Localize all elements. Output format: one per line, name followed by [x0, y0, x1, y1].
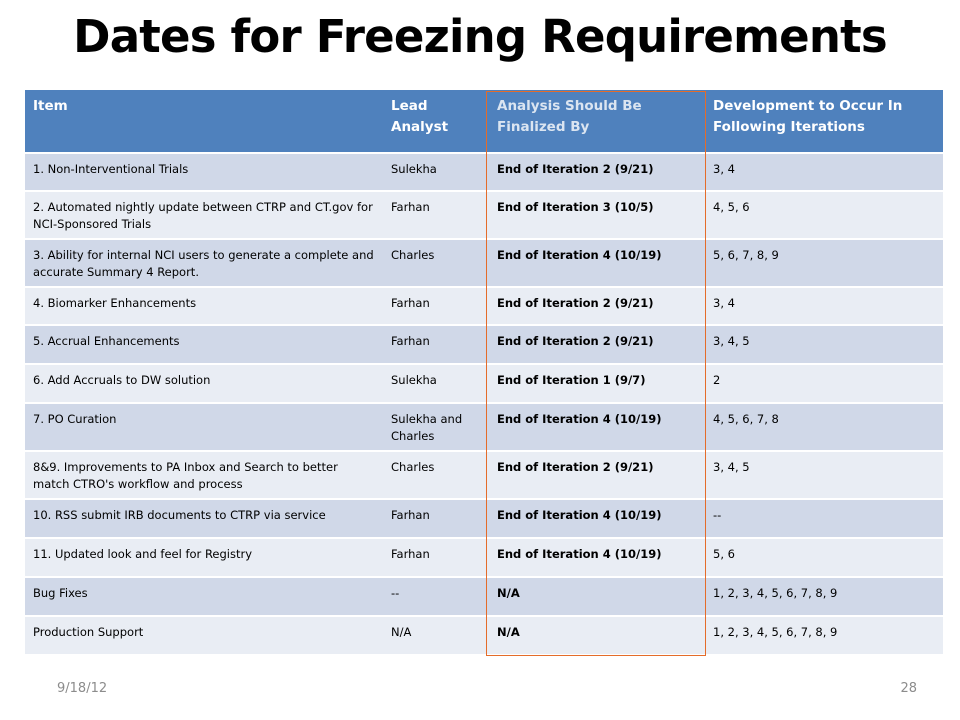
cell-item: 3. Ability for internal NCI users to generate a complete and accurate Summary 4 Report.: [25, 239, 383, 287]
header-lead-analyst: Lead Analyst: [383, 90, 489, 153]
cell-lead-analyst: Farhan: [383, 325, 489, 364]
cell-analysis-date: End of Iteration 4 (10/19): [489, 239, 705, 287]
cell-item: 7. PO Curation: [25, 403, 383, 451]
cell-item: 6. Add Accruals to DW solution: [25, 364, 383, 403]
header-development-iterations: Development to Occur In Following Iterations: [705, 90, 943, 153]
table-row: [25, 451, 943, 499]
slide-title: Dates for Freezing Requirements: [73, 10, 887, 63]
cell-item: 1. Non-Interventional Trials: [25, 153, 383, 191]
table-row: [25, 577, 943, 616]
table-row: [25, 616, 943, 654]
cell-analysis-date: N/A: [489, 616, 705, 654]
cell-item: Bug Fixes: [25, 577, 383, 616]
cell-lead-analyst: Farhan: [383, 191, 489, 239]
cell-analysis-date: End of Iteration 1 (9/7): [489, 364, 705, 403]
cell-lead-analyst: Charles: [383, 451, 489, 499]
cell-item: 8&9. Improvements to PA Inbox and Search to better match CTRO's workflow and process: [25, 451, 383, 499]
table-row: [25, 499, 943, 538]
table-row: [25, 191, 943, 239]
cell-development: 1, 2, 3, 4, 5, 6, 7, 8, 9: [705, 616, 943, 654]
cell-item: 11. Updated look and feel for Registry: [25, 538, 383, 577]
table-row: [25, 364, 943, 403]
cell-analysis-date: End of Iteration 4 (10/19): [489, 403, 705, 451]
requirements-table: [25, 90, 943, 654]
cell-development: --: [705, 499, 943, 538]
header-analysis-finalized-by: Analysis Should Be Finalized By: [489, 90, 705, 153]
cell-lead-analyst: Sulekha: [383, 364, 489, 403]
cell-development: 2: [705, 364, 943, 403]
cell-analysis-date: End of Iteration 2 (9/21): [489, 325, 705, 364]
table-row: [25, 239, 943, 287]
cell-development: 3, 4: [705, 287, 943, 325]
cell-item: 2. Automated nightly update between CTRP and CT.gov for NCI-Sponsored Trials: [25, 191, 383, 239]
cell-lead-analyst: Sulekha and Charles: [383, 403, 489, 451]
cell-analysis-date: End of Iteration 3 (10/5): [489, 191, 705, 239]
cell-development: 4, 5, 6, 7, 8: [705, 403, 943, 451]
cell-lead-analyst: Farhan: [383, 287, 489, 325]
cell-development: 4, 5, 6: [705, 191, 943, 239]
cell-analysis-date: End of Iteration 4 (10/19): [489, 499, 705, 538]
table-row: [25, 153, 943, 191]
cell-development: 5, 6, 7, 8, 9: [705, 239, 943, 287]
cell-development: 3, 4, 5: [705, 325, 943, 364]
cell-item: 5. Accrual Enhancements: [25, 325, 383, 364]
cell-item: 4. Biomarker Enhancements: [25, 287, 383, 325]
table-header-row: [25, 90, 943, 153]
table-row: [25, 325, 943, 364]
cell-development: 3, 4: [705, 153, 943, 191]
cell-item: Production Support: [25, 616, 383, 654]
cell-lead-analyst: Farhan: [383, 538, 489, 577]
table-row: [25, 538, 943, 577]
page-number: 28: [900, 681, 917, 696]
cell-lead-analyst: Sulekha: [383, 153, 489, 191]
header-item: Item: [25, 90, 383, 153]
cell-lead-analyst: N/A: [383, 616, 489, 654]
cell-item: 10. RSS submit IRB documents to CTRP via service: [25, 499, 383, 538]
cell-analysis-date: N/A: [489, 577, 705, 616]
footer-date: 9/18/12: [57, 681, 108, 696]
cell-development: 5, 6: [705, 538, 943, 577]
table-row: [25, 403, 943, 451]
cell-development: 3, 4, 5: [705, 451, 943, 499]
cell-development: 1, 2, 3, 4, 5, 6, 7, 8, 9: [705, 577, 943, 616]
cell-lead-analyst: --: [383, 577, 489, 616]
cell-lead-analyst: Charles: [383, 239, 489, 287]
cell-lead-analyst: Farhan: [383, 499, 489, 538]
table-row: [25, 287, 943, 325]
cell-analysis-date: End of Iteration 2 (9/21): [489, 451, 705, 499]
cell-analysis-date: End of Iteration 2 (9/21): [489, 287, 705, 325]
cell-analysis-date: End of Iteration 4 (10/19): [489, 538, 705, 577]
cell-analysis-date: End of Iteration 2 (9/21): [489, 153, 705, 191]
